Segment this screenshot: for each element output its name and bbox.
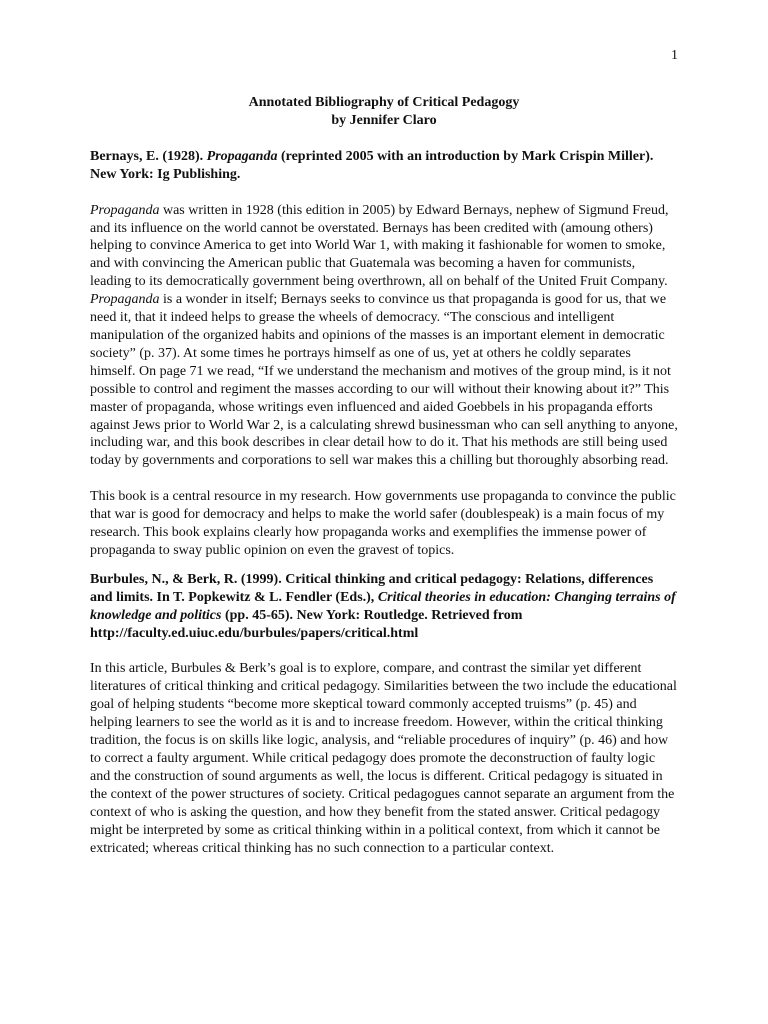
citation-book-title: Critical theories in education: Changing terrains of knowledge and politics [90,589,676,623]
summary-book-title: Propaganda [90,292,160,308]
summary-text: is a wonder in itself; Bernays seeks to convince us that propaganda is good for us, that we need it, that it indeed helps to grease the wheels of democracy. “The conscious and intelligent manipulation of the organized habits and opinions of the masses is an important element in democratic society” (p. 37). At some times he portrays himself as one of us, yet at others he coldly separates himself. On page 71 we read, “If we understand the mechanism and motives of the group mind, is it not possible to control and regiment the masses according to our will without their knowing about it?” This master of propaganda, whose writings even influenced and aided Goebbels in his propaganda efforts against Jews prior to World War 2, is a calculating shrewd businessman who can sell anything to anyone, including war, and this book describes in clear detail how to do it. That his methods are still being used today by governments and corporations to sell war makes this a chilling but thoroughly absorbing read. [90,292,678,469]
document-title: Annotated Bibliography of Critical Pedagogy [248,95,520,110]
citation-bernays [90,148,678,184]
citation-text: Burbules, N., & Berk, R. (1999). Critical thinking and critical pedagogy: Relations, differences and limits. In T. Popkewitz & L. Fendler (Eds.), [90,571,654,605]
citation-book-title: Propaganda [206,148,278,164]
citation-text: (pp. 45-65). New York: Routledge. Retrieved from http://faculty.ed.uiuc.edu/burbules/papers/critical.html [90,607,523,641]
citation-text: Bernays, E. (1928). [90,148,207,164]
citation-text: (reprinted 2005 with an introduction by Mark Crispin Miller). New York: Ig Publishing. [90,148,654,182]
citation-burbules-berk [90,571,678,643]
summary-text: was written in 1928 (this edition in 2005) by Edward Bernays, nephew of Sigmund Freud, and its influence on the world cannot be overstated. Bernays has been credited with (amoung others) helping to convince America to get into World War 1, with making it fashionable for women to smoke, and with convincing the American public that Guatemala was becoming a haven for communists, leading to its democratically government being overthrown, all on behalf of the United Fruit Company. [90,202,669,290]
document-body [90,94,678,857]
relevance-bernays: This book is a central resource in my research. How governments use propaganda to convince the public that war is good for democracy and helps to make the world safer (doublespeak) is a main focus of my research. This book explains clearly how propaganda works and exemplifies the immense power of propaganda to sway public opinion on even the gravest of topics. [90,489,676,558]
document-author: by Jennifer Claro [331,112,437,128]
summary-book-title: Propaganda [90,202,160,218]
summary-bernays [90,202,678,471]
summary-burbules-berk: In this article, Burbules & Berk’s goal is to explore, compare, and contrast the similar yet different literatures of critical thinking and critical pedagogy. Similarities between the two include the educational goal of helping students “become more skeptical toward commonly accepted truisms” (p. 45) and helping learners to see the world as it is and to increase freedom. However, within the critical thinking tradition, the focus is on skills like logic, analysis, and “reliable procedures of inquiry” (p. 46) and how to correct a faulty argument. While critical pedagogy does promote the deconstruction of faulty logic and the construction of sound arguments as well, the locus is different. Critical pedagogy is situated in the context of the power structures of society. Critical pedagogues cannot separate an argument from the context of who is asking the question, and how they benefit from the stated answer. Critical pedagogy might be interpreted by some as critical thinking within in a political context, from which it cannot be extricated; whereas critical thinking has no such connection to a particular context. [90,661,677,856]
page-number: 1 [671,48,678,63]
